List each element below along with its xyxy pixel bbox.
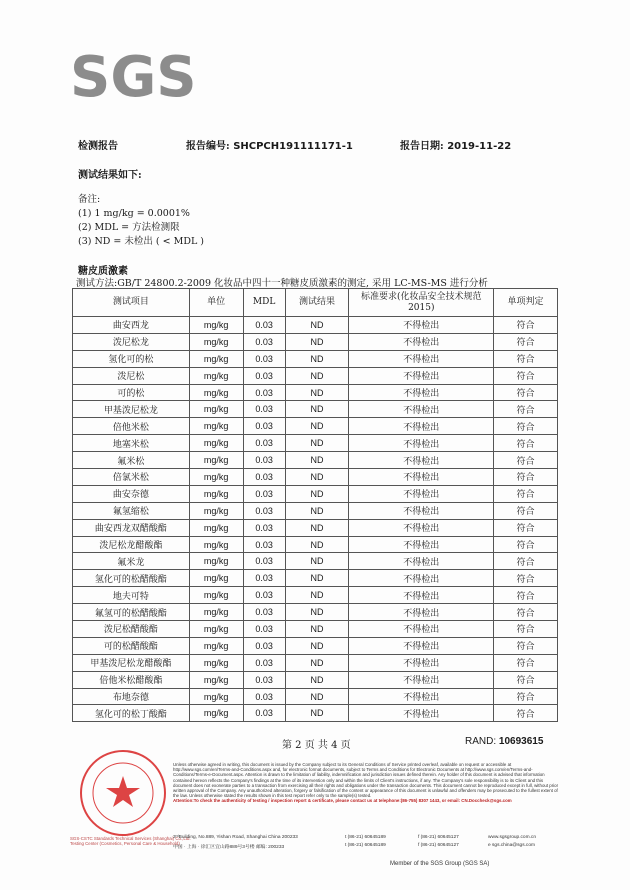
conclusion-cell: 符合 [494, 469, 558, 486]
test-item-cell: 倍他米松 [73, 418, 190, 435]
result-cell: ND [285, 587, 349, 604]
column-header: 单项判定 [494, 289, 558, 317]
mdl-cell: 0.03 [243, 705, 285, 722]
star-icon [106, 776, 140, 807]
report-date: 报告日期: 2019-11-22 [400, 141, 512, 152]
result-cell: ND [285, 536, 349, 553]
result-cell: ND [285, 469, 349, 486]
results-table [72, 288, 558, 722]
table-row [73, 469, 558, 486]
table-body [73, 317, 558, 722]
mdl-cell: 0.03 [243, 604, 285, 621]
unit-cell: mg/kg [189, 536, 243, 553]
conclusion-cell: 符合 [494, 485, 558, 502]
mdl-cell: 0.03 [243, 654, 285, 671]
conclusion-cell: 符合 [494, 401, 558, 418]
requirement-cell: 不得检出 [349, 637, 494, 654]
result-cell: ND [285, 688, 349, 705]
inspection-seal [78, 748, 168, 838]
unit-cell: mg/kg [189, 570, 243, 587]
remark-item: (3) ND = 未检出 ( < MDL ) [78, 236, 205, 247]
test-item-cell: 甲基泼尼松龙醋酸酯 [73, 654, 190, 671]
test-item-cell: 氟氢缩松 [73, 502, 190, 519]
table-row [73, 570, 558, 587]
conclusion-cell: 符合 [494, 570, 558, 587]
unit-cell: mg/kg [189, 654, 243, 671]
unit-cell: mg/kg [189, 637, 243, 654]
table-row [73, 604, 558, 621]
result-cell: ND [285, 553, 349, 570]
conclusion-cell: 符合 [494, 587, 558, 604]
result-cell: ND [285, 671, 349, 688]
unit-cell: mg/kg [189, 587, 243, 604]
conclusion-cell: 符合 [494, 637, 558, 654]
mdl-cell: 0.03 [243, 485, 285, 502]
requirement-cell: 不得检出 [349, 654, 494, 671]
table-row [73, 435, 558, 452]
table-row [73, 536, 558, 553]
column-header: 单位 [189, 289, 243, 317]
email: e sgs.china@sgs.com [488, 843, 535, 848]
requirement-cell: 不得检出 [349, 688, 494, 705]
test-item-cell: 可的松醋酸酯 [73, 637, 190, 654]
unit-cell: mg/kg [189, 333, 243, 350]
requirement-cell: 不得检出 [349, 333, 494, 350]
result-cell: ND [285, 367, 349, 384]
result-cell: ND [285, 502, 349, 519]
requirement-cell: 不得检出 [349, 587, 494, 604]
unit-cell: mg/kg [189, 317, 243, 334]
remarks [78, 193, 204, 249]
unit-cell: mg/kg [189, 519, 243, 536]
unit-cell: mg/kg [189, 418, 243, 435]
fax: f (86-21) 60645127 [418, 843, 459, 848]
member-note: Member of the SGS Group (SGS SA) [390, 861, 490, 867]
result-cell: ND [285, 418, 349, 435]
report-number: 报告编号: SHCPCH191111171-1 [186, 141, 353, 152]
requirement-cell: 不得检出 [349, 570, 494, 587]
unit-cell: mg/kg [189, 401, 243, 418]
unit-cell: mg/kg [189, 553, 243, 570]
result-cell: ND [285, 604, 349, 621]
unit-cell: mg/kg [189, 384, 243, 401]
website: www.sgsgroup.com.cn [488, 835, 536, 840]
table-row [73, 587, 558, 604]
test-item-cell: 地夫可特 [73, 587, 190, 604]
test-item-cell: 倍氯米松 [73, 469, 190, 486]
mdl-cell: 0.03 [243, 452, 285, 469]
mdl-cell: 0.03 [243, 317, 285, 334]
section-title: 糖皮质激素 [78, 266, 128, 277]
stamp-label: SGS-CSTC Standards Technical Services (Shanghai) Co.,Ltd. Testing Center (Cosmetics, Personal Care & Household) [70, 836, 191, 846]
conclusion-cell: 符合 [494, 519, 558, 536]
requirement-cell: 不得检出 [349, 435, 494, 452]
test-item-cell: 氢化可的松 [73, 350, 190, 367]
conclusion-cell: 符合 [494, 705, 558, 722]
table-row [73, 654, 558, 671]
test-item-cell: 泼尼松醋酸酯 [73, 621, 190, 638]
unit-cell: mg/kg [189, 485, 243, 502]
table-row [73, 317, 558, 334]
test-item-cell: 泼尼松 [73, 367, 190, 384]
conclusion-cell: 符合 [494, 317, 558, 334]
conclusion-cell: 符合 [494, 621, 558, 638]
conclusion-cell: 符合 [494, 384, 558, 401]
mdl-cell: 0.03 [243, 536, 285, 553]
mdl-cell: 0.03 [243, 621, 285, 638]
table-row [73, 621, 558, 638]
unit-cell: mg/kg [189, 435, 243, 452]
unit-cell: mg/kg [189, 502, 243, 519]
test-item-cell: 氟米松 [73, 452, 190, 469]
address-en: 3ʳᵈBuilding, No.889, Yishan Road, Shanghai China 200233 [173, 835, 298, 840]
result-cell: ND [285, 384, 349, 401]
unit-cell: mg/kg [189, 621, 243, 638]
test-item-cell: 氢化可的松丁酸酯 [73, 705, 190, 722]
requirement-cell: 不得检出 [349, 367, 494, 384]
requirement-cell: 不得检出 [349, 502, 494, 519]
table-row [73, 671, 558, 688]
conclusion-cell: 符合 [494, 350, 558, 367]
test-item-cell: 曲安西龙双醋酸酯 [73, 519, 190, 536]
table-row [73, 502, 558, 519]
table-row [73, 367, 558, 384]
test-item-cell: 布地奈德 [73, 688, 190, 705]
report-label: 检测报告 [78, 141, 118, 152]
mdl-cell: 0.03 [243, 367, 285, 384]
requirement-cell: 不得检出 [349, 317, 494, 334]
conclusion-cell: 符合 [494, 418, 558, 435]
results-heading: 测试结果如下: [78, 170, 142, 181]
result-cell: ND [285, 452, 349, 469]
requirement-cell: 不得检出 [349, 452, 494, 469]
table-row [73, 350, 558, 367]
requirement-cell: 不得检出 [349, 485, 494, 502]
unit-cell: mg/kg [189, 688, 243, 705]
telephone: t (86-21) 60645189 [345, 835, 386, 840]
unit-cell: mg/kg [189, 705, 243, 722]
table-row [73, 688, 558, 705]
remark-item: (2) MDL = 方法检测限 [78, 222, 180, 233]
result-cell: ND [285, 350, 349, 367]
result-cell: ND [285, 621, 349, 638]
unit-cell: mg/kg [189, 469, 243, 486]
test-item-cell: 甲基泼尼松龙 [73, 401, 190, 418]
address-cn: 中国 · 上海 · 徐汇区宜山路889号3号楼 邮编: 200233 [173, 845, 285, 850]
remark-item: (1) 1 mg/kg = 0.0001% [78, 208, 190, 219]
test-item-cell: 泼尼松龙醋酸酯 [73, 536, 190, 553]
column-header: 测试项目 [73, 289, 190, 317]
unit-cell: mg/kg [189, 367, 243, 384]
table-row [73, 553, 558, 570]
requirement-cell: 不得检出 [349, 384, 494, 401]
svg-text:SGS: SGS [70, 45, 197, 110]
test-item-cell: 氢化可的松醋酸酯 [73, 570, 190, 587]
test-item-cell: 地塞米松 [73, 435, 190, 452]
mdl-cell: 0.03 [243, 553, 285, 570]
mdl-cell: 0.03 [243, 384, 285, 401]
result-cell: ND [285, 485, 349, 502]
result-cell: ND [285, 435, 349, 452]
mdl-cell: 0.03 [243, 502, 285, 519]
result-cell: ND [285, 401, 349, 418]
mdl-cell: 0.03 [243, 671, 285, 688]
unit-cell: mg/kg [189, 350, 243, 367]
conclusion-cell: 符合 [494, 654, 558, 671]
fax: f (86-21) 60645127 [418, 835, 459, 840]
mdl-cell: 0.03 [243, 435, 285, 452]
result-cell: ND [285, 637, 349, 654]
result-cell: ND [285, 705, 349, 722]
result-cell: ND [285, 333, 349, 350]
test-item-cell: 可的松 [73, 384, 190, 401]
table-row [73, 418, 558, 435]
column-header: 标准要求(化妆品安全技术规范 2015) [349, 289, 494, 317]
mdl-cell: 0.03 [243, 350, 285, 367]
conclusion-cell: 符合 [494, 452, 558, 469]
result-cell: ND [285, 654, 349, 671]
rand-code: RAND: 10693615 [465, 736, 544, 747]
mdl-cell: 0.03 [243, 587, 285, 604]
page-number: 第 2 页 共 4 页 [282, 740, 351, 751]
requirement-cell: 不得检出 [349, 469, 494, 486]
mdl-cell: 0.03 [243, 333, 285, 350]
conclusion-cell: 符合 [494, 502, 558, 519]
conclusion-cell: 符合 [494, 367, 558, 384]
requirement-cell: 不得检出 [349, 536, 494, 553]
telephone: t (86-21) 60645189 [345, 843, 386, 848]
requirement-cell: 不得检出 [349, 621, 494, 638]
test-item-cell: 曲安奈德 [73, 485, 190, 502]
table-row [73, 485, 558, 502]
column-header: 测试结果 [285, 289, 349, 317]
mdl-cell: 0.03 [243, 401, 285, 418]
result-cell: ND [285, 519, 349, 536]
conclusion-cell: 符合 [494, 671, 558, 688]
test-item-cell: 曲安西龙 [73, 317, 190, 334]
test-item-cell: 氟米龙 [73, 553, 190, 570]
sgs-logo [70, 45, 197, 110]
test-item-cell: 泼尼松龙 [73, 333, 190, 350]
requirement-cell: 不得检出 [349, 705, 494, 722]
mdl-cell: 0.03 [243, 688, 285, 705]
table-row [73, 384, 558, 401]
table-row [73, 333, 558, 350]
requirement-cell: 不得检出 [349, 350, 494, 367]
result-cell: ND [285, 317, 349, 334]
column-header: MDL [243, 289, 285, 317]
requirement-cell: 不得检出 [349, 401, 494, 418]
mdl-cell: 0.03 [243, 570, 285, 587]
requirement-cell: 不得检出 [349, 519, 494, 536]
requirement-cell: 不得检出 [349, 418, 494, 435]
conclusion-cell: 符合 [494, 435, 558, 452]
test-method: 测试方法:GB/T 24800.2-2009 化妆品中四十一种糖皮质激素的测定, 采用 LC-MS-MS 进行分析 [76, 278, 488, 289]
disclaimer: Unless otherwise agreed in writing, this document is issued by the Company subject to its General Conditions of Service printed overleaf, available on request or accessible at http://www.sgs.com/en/Terms-and-Conditions.aspx and, for electronic format documents, subject to Terms and Conditions for Electronic Documents at http://www.sgs.com/en/Terms-and-Conditions/Terms-e-Document.aspx. Attention is drawn to the limitation of liability, indemnification and jurisdiction issues defined therein. Any holder of this document is advised that information contained hereon reflects the Company's findings at the time of its intervention only and within the limits of Client's instructions, if any. The Company's sole responsibility is to its Client and this document does not exonerate parties to a transaction from exercising all their rights and obligations under the transaction documents. This document cannot be reproduced except in full, without prior written approval of the Company. Any unauthorized alteration, forgery or falsification of the content or appearance of this document is unlawful and offenders may be prosecuted to the fullest extent of the law. Unless otherwise stated the results shown in this test report refer only to the sample(s) tested. Attention:To check the authenticity of testing / inspection report & certificate, please contact us at telephone:(86-755) 8307 1443, or email: CN.Doccheck@sgs.com [173, 762, 559, 804]
result-cell: ND [285, 570, 349, 587]
table-row [73, 401, 558, 418]
table-row [73, 705, 558, 722]
unit-cell: mg/kg [189, 671, 243, 688]
test-item-cell: 倍他米松醋酸酯 [73, 671, 190, 688]
requirement-cell: 不得检出 [349, 553, 494, 570]
requirement-cell: 不得检出 [349, 604, 494, 621]
table-row [73, 519, 558, 536]
table-header-row [73, 289, 558, 317]
conclusion-cell: 符合 [494, 553, 558, 570]
mdl-cell: 0.03 [243, 519, 285, 536]
table-row [73, 452, 558, 469]
table-row [73, 637, 558, 654]
conclusion-cell: 符合 [494, 688, 558, 705]
conclusion-cell: 符合 [494, 604, 558, 621]
unit-cell: mg/kg [189, 604, 243, 621]
conclusion-cell: 符合 [494, 536, 558, 553]
requirement-cell: 不得检出 [349, 671, 494, 688]
test-item-cell: 氟氢可的松醋酸酯 [73, 604, 190, 621]
unit-cell: mg/kg [189, 452, 243, 469]
remarks-title: 备注: [78, 194, 101, 205]
mdl-cell: 0.03 [243, 418, 285, 435]
mdl-cell: 0.03 [243, 469, 285, 486]
conclusion-cell: 符合 [494, 333, 558, 350]
mdl-cell: 0.03 [243, 637, 285, 654]
